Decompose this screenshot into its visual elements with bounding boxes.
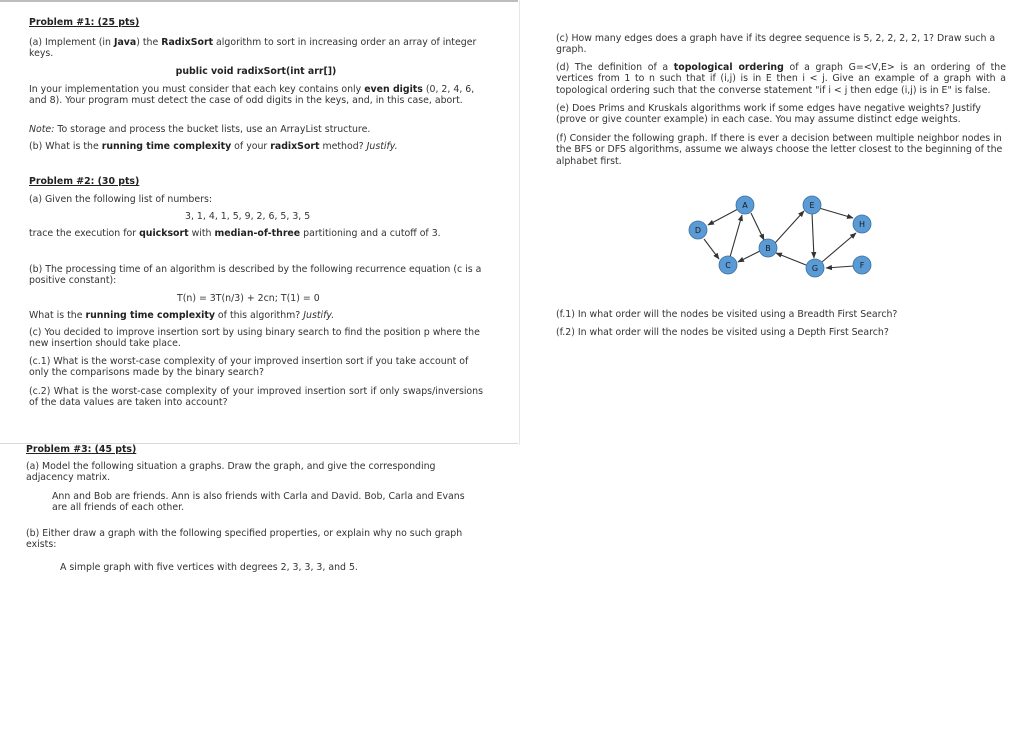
edge-e-g (812, 213, 814, 258)
bfs-dfs-graph (680, 192, 885, 284)
edge-c-a (730, 215, 742, 257)
problem1-part-b: (b) What is the running time complexity of your radixSort method? Justify. (29, 141, 398, 152)
recurrence-equation: T(n) = 3T(n/3) + 2cn; T(1) = 0 (177, 293, 320, 304)
problem2-trace-text: trace the execution for quicksort with median-of-three partitioning and a cutoff of 3. (29, 228, 441, 239)
graph-node-label-a: A (742, 201, 748, 210)
question-f2: (f.2) In what order will the nodes be visited using a Depth First Search? (556, 327, 889, 338)
question-d: (d) The definition of a topological ordering of a graph G=<V,E> is an ordering of the vertices from 1 to n such that if (i,j) is in E then i < j. Give an example of a graph with a topological ordering such that the converse statement "if i < j then edge (i,j) is in E" is false. (556, 62, 1007, 96)
problem2-part-c2: (c.2) What is the worst-case complexity of your improved insertion sort if only swaps/inversions of the data values are taken into account? (29, 386, 483, 409)
friendship-situation: Ann and Bob are friends. Ann is also friends with Carla and David. Bob, Carla and Evans are all friends of each other. (52, 491, 465, 514)
edge-g-h (822, 233, 856, 262)
problem2-title: Problem #2: (30 pts) (29, 176, 140, 187)
problem1-title: Problem #1: (25 pts) (29, 17, 140, 28)
problem2-part-c1: (c.1) What is the worst-case complexity of your improved insertion sort if you take account of only the comparisons made by the binary search? (29, 356, 469, 379)
problem3-part-b: (b) Either draw a graph with the following specified properties, or explain why no such graph exists: (26, 528, 463, 551)
edge-e-h (819, 208, 853, 218)
question-c: (c) How many edges does a graph have if its degree sequence is 5, 2, 2, 2, 2, 1? Draw such a graph. (556, 33, 996, 56)
problem2-part-b: (b) The processing time of an algorithm is described by the following recurrence equation (c is a positive constant): (29, 264, 482, 287)
problem3-part-a: (a) Model the following situation a graphs. Draw the graph, and give the corresponding adjacency matrix. (26, 461, 436, 484)
graph-nodes (689, 196, 871, 277)
edge-d-c (704, 239, 719, 259)
graph-node-label-g: G (811, 264, 819, 273)
edge-a-b (751, 213, 764, 240)
graph-node-label-c: C (725, 261, 731, 270)
graph-node-label-b: B (765, 244, 771, 253)
graph-node-label-d: D (694, 226, 702, 235)
problem1-note: Note: To storage and process the bucket lists, use an ArrayList structure. (29, 124, 371, 135)
number-list: 3, 1, 4, 1, 5, 9, 2, 6, 5, 3, 5 (185, 211, 311, 222)
graph-node-label-f: F (859, 261, 865, 270)
column-divider (519, 0, 520, 445)
top-rule (0, 0, 518, 2)
graph-node-label-e: E (809, 201, 815, 210)
problem2-part-c: (c) You decided to improve insertion sort by using binary search to find the position p where the new insertion should take place. (29, 327, 480, 350)
graph-node-label-h: H (858, 220, 866, 229)
question-f: (f) Consider the following graph. If there is ever a decision between multiple neighbor nodes in the BFS or DFS algorithms, assume we always choose the letter closest to the beginning of the alphabet first. (556, 133, 1003, 167)
edge-a-d (708, 209, 738, 225)
problem3-title: Problem #3: (45 pts) (26, 444, 137, 455)
problem2-part-b-question: What is the running time complexity of this algorithm? Justify. (29, 310, 335, 321)
problem1-part-a: (a) Implement (in Java) the RadixSort algorithm to sort in increasing order an array of integer keys. (29, 37, 477, 60)
graph-specification: A simple graph with five vertices with degrees 2, 3, 3, 3, and 5. (60, 562, 358, 573)
edge-b-c (738, 251, 760, 262)
problem2-part-a: (a) Given the following list of numbers: (29, 194, 213, 205)
edge-f-g (826, 266, 854, 268)
question-e: (e) Does Prims and Kruskals algorithms work if some edges have negative weights? Justify (prove or give counter example) in each case. You may assume distinct edge weights. (556, 103, 981, 126)
problem1-implementation-text: In your implementation you must consider that each key contains only even digits (0, 2, 4, 6, and 8). Your program must detect the case of odd digits in the keys, and, in this case, abort. (29, 84, 475, 107)
edge-g-b (776, 253, 806, 265)
method-signature: public void radixSort(int arr[]) (175, 66, 337, 77)
edge-b-e (775, 211, 804, 243)
question-f1: (f.1) In what order will the nodes be visited using a Breadth First Search? (556, 309, 898, 320)
